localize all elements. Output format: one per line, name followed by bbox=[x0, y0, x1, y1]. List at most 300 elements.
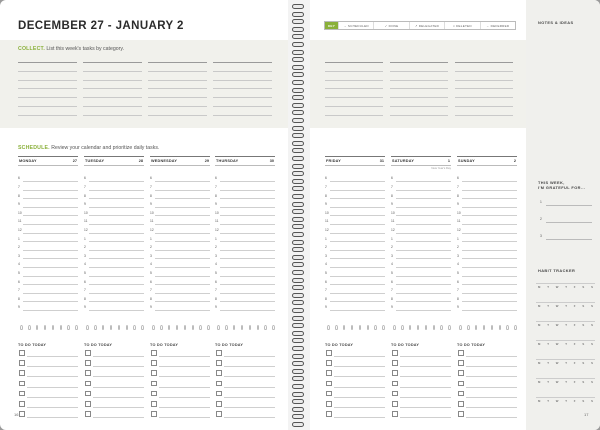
habit-day-letter[interactable]: M bbox=[538, 342, 541, 346]
todo-item[interactable] bbox=[150, 368, 210, 378]
hour-label: 12 bbox=[18, 227, 22, 232]
todo-checkbox[interactable] bbox=[326, 381, 332, 387]
habit-day-letter[interactable]: F bbox=[573, 342, 576, 346]
todo-checkbox[interactable] bbox=[85, 370, 91, 376]
todo-checkbox[interactable] bbox=[85, 411, 91, 417]
todo-item[interactable] bbox=[391, 348, 451, 358]
habit-day-letter[interactable]: S bbox=[582, 342, 585, 346]
hour-label: 10 bbox=[457, 210, 461, 215]
todo-checkbox[interactable] bbox=[19, 370, 25, 376]
todo-checkbox[interactable] bbox=[151, 381, 157, 387]
hour-label: 7 bbox=[391, 184, 393, 189]
todo-checkbox[interactable] bbox=[216, 391, 222, 397]
spiral-ring bbox=[292, 399, 304, 404]
habit-day-letter[interactable]: T bbox=[565, 304, 567, 308]
hour-label: 1 bbox=[325, 236, 327, 241]
habit-day-letter[interactable]: W bbox=[555, 342, 559, 346]
todo-item[interactable] bbox=[84, 368, 144, 378]
todo-line bbox=[159, 356, 210, 357]
todo-item[interactable] bbox=[215, 389, 275, 399]
habit-day-letter[interactable]: S bbox=[582, 380, 585, 384]
hour-label: 7 bbox=[215, 288, 217, 293]
todo-item[interactable] bbox=[84, 389, 144, 399]
habit-day-letter[interactable]: T bbox=[565, 285, 567, 289]
hour-label: 8 bbox=[457, 193, 459, 198]
hour-label: 8 bbox=[215, 193, 217, 198]
todo-line bbox=[334, 356, 385, 357]
habit-line bbox=[536, 340, 595, 341]
hour-label: 8 bbox=[84, 296, 86, 301]
todo-line bbox=[400, 366, 451, 367]
hour-label: 9 bbox=[457, 202, 459, 207]
todo-checkbox[interactable] bbox=[151, 401, 157, 407]
todo-item[interactable] bbox=[18, 368, 78, 378]
todo-checkbox[interactable] bbox=[19, 401, 25, 407]
habit-day-letter[interactable]: W bbox=[555, 323, 559, 327]
todo-item[interactable] bbox=[84, 379, 144, 389]
todo-item[interactable] bbox=[150, 399, 210, 409]
todo-item[interactable] bbox=[150, 348, 210, 358]
habit-day-letter[interactable]: F bbox=[573, 285, 576, 289]
todo-checkbox[interactable] bbox=[458, 411, 464, 417]
spiral-ring bbox=[292, 232, 304, 237]
hour-label: 4 bbox=[391, 262, 393, 267]
todo-checkbox[interactable] bbox=[216, 350, 222, 356]
day-number: 28 bbox=[138, 159, 143, 163]
todo-item[interactable] bbox=[457, 368, 517, 378]
todo-checkbox[interactable] bbox=[151, 391, 157, 397]
habit-day-letter[interactable]: T bbox=[547, 304, 549, 308]
hour-label: 1 bbox=[457, 236, 459, 241]
todo-heading: TO DO TODAY bbox=[84, 343, 113, 347]
habit-day-letter[interactable]: T bbox=[547, 380, 549, 384]
habit-days bbox=[538, 304, 593, 308]
todo-item[interactable] bbox=[18, 348, 78, 358]
notes-title: NOTES & IDEAS bbox=[538, 20, 574, 25]
spiral-ring bbox=[292, 80, 304, 85]
habit-day-letter[interactable]: T bbox=[547, 342, 549, 346]
spiral-ring bbox=[292, 217, 304, 222]
hour-label: 2 bbox=[457, 245, 459, 250]
todo-line bbox=[224, 397, 275, 398]
todo-item[interactable] bbox=[391, 358, 451, 368]
spiral-ring bbox=[292, 42, 304, 47]
hour-label: 11 bbox=[391, 219, 395, 224]
habit-day-letter[interactable]: S bbox=[591, 399, 593, 403]
spiral-ring bbox=[292, 376, 304, 381]
hour-label: 8 bbox=[18, 193, 20, 198]
todo-line bbox=[466, 407, 517, 408]
hour-label: 5 bbox=[215, 270, 217, 275]
todo-line bbox=[159, 387, 210, 388]
hour-label: 6 bbox=[391, 176, 393, 181]
hour-label: 3 bbox=[84, 253, 86, 258]
todo-line bbox=[224, 417, 275, 418]
habit-day-letter[interactable]: S bbox=[582, 323, 585, 327]
todo-item[interactable] bbox=[84, 399, 144, 409]
todo-checkbox[interactable] bbox=[216, 401, 222, 407]
todo-line bbox=[27, 397, 78, 398]
todo-line bbox=[27, 407, 78, 408]
todo-item[interactable] bbox=[325, 368, 385, 378]
hour-label: 4 bbox=[150, 262, 152, 267]
key-item-done: ✓ DONE bbox=[373, 22, 408, 29]
key-label: KEY bbox=[325, 22, 338, 29]
todo-checkbox[interactable] bbox=[458, 401, 464, 407]
todo-item[interactable] bbox=[457, 389, 517, 399]
todo-checkbox[interactable] bbox=[458, 370, 464, 376]
todo-heading: TO DO TODAY bbox=[215, 343, 244, 347]
day-number: 27 bbox=[72, 159, 77, 163]
collect-instruction: List this week's tasks by category. bbox=[46, 46, 125, 52]
hour-label: 3 bbox=[18, 253, 20, 258]
hour-label: 9 bbox=[84, 202, 86, 207]
todo-checkbox[interactable] bbox=[326, 391, 332, 397]
hour-label: 6 bbox=[457, 279, 459, 284]
spiral-ring bbox=[292, 50, 304, 55]
hour-label: 9 bbox=[391, 202, 393, 207]
todo-line bbox=[93, 387, 144, 388]
todo-line bbox=[400, 417, 451, 418]
todo-checkbox[interactable] bbox=[19, 381, 25, 387]
hour-label: 7 bbox=[18, 184, 20, 189]
todo-line bbox=[159, 366, 210, 367]
habit-line bbox=[536, 321, 595, 322]
todo-item[interactable] bbox=[18, 358, 78, 368]
todo-line bbox=[27, 376, 78, 377]
spiral-ring bbox=[292, 316, 304, 321]
habit-day-letter[interactable]: S bbox=[582, 285, 585, 289]
todo-item[interactable] bbox=[391, 368, 451, 378]
todo-line bbox=[27, 387, 78, 388]
spiral-ring bbox=[292, 361, 304, 366]
todo-item[interactable] bbox=[18, 379, 78, 389]
habit-day-letter[interactable]: F bbox=[573, 304, 576, 308]
hour-label: 9 bbox=[215, 305, 217, 310]
spiral-ring bbox=[292, 331, 304, 336]
todo-item[interactable] bbox=[325, 379, 385, 389]
spiral-ring bbox=[292, 278, 304, 283]
todo-checkbox[interactable] bbox=[392, 370, 398, 376]
todo-checkbox[interactable] bbox=[326, 401, 332, 407]
todo-item[interactable] bbox=[18, 389, 78, 399]
schedule-label: SCHEDULE. bbox=[18, 145, 50, 151]
todo-checkbox[interactable] bbox=[85, 401, 91, 407]
habit-day-letter[interactable]: T bbox=[565, 380, 567, 384]
todo-checkbox[interactable] bbox=[151, 411, 157, 417]
habit-day-letter[interactable]: F bbox=[573, 399, 576, 403]
todo-list bbox=[325, 0, 385, 430]
hour-label: 6 bbox=[150, 176, 152, 181]
todo-item[interactable] bbox=[325, 409, 385, 419]
habit-row bbox=[536, 304, 595, 311]
spiral-ring bbox=[292, 323, 304, 328]
todo-checkbox[interactable] bbox=[85, 350, 91, 356]
spiral-ring bbox=[292, 12, 304, 17]
todo-checkbox[interactable] bbox=[326, 350, 332, 356]
todo-checkbox[interactable] bbox=[392, 381, 398, 387]
spiral-ring bbox=[292, 308, 304, 313]
habit-day-letter[interactable]: S bbox=[582, 361, 585, 365]
todo-line bbox=[93, 397, 144, 398]
spiral-binding bbox=[288, 0, 310, 430]
todo-item[interactable] bbox=[84, 358, 144, 368]
todo-checkbox[interactable] bbox=[85, 360, 91, 366]
hour-label: 6 bbox=[391, 279, 393, 284]
spiral-ring bbox=[292, 300, 304, 305]
hour-label: 2 bbox=[391, 245, 393, 250]
hour-label: 8 bbox=[391, 193, 393, 198]
todo-line bbox=[27, 356, 78, 357]
hour-label: 3 bbox=[215, 253, 217, 258]
todo-list bbox=[457, 0, 517, 430]
spiral-ring bbox=[292, 346, 304, 351]
habit-row bbox=[536, 361, 595, 368]
todo-checkbox[interactable] bbox=[19, 360, 25, 366]
todo-line bbox=[400, 397, 451, 398]
habit-day-letter[interactable]: T bbox=[547, 285, 549, 289]
habit-day-letter[interactable]: T bbox=[565, 399, 567, 403]
todo-item[interactable] bbox=[150, 379, 210, 389]
todo-checkbox[interactable] bbox=[458, 381, 464, 387]
todo-line bbox=[466, 417, 517, 418]
habit-day-letter[interactable]: S bbox=[591, 361, 593, 365]
hour-label: 5 bbox=[84, 270, 86, 275]
todo-list bbox=[150, 0, 210, 430]
todo-checkbox[interactable] bbox=[19, 350, 25, 356]
hour-label: 6 bbox=[325, 279, 327, 284]
hour-label: 1 bbox=[18, 236, 20, 241]
todo-item[interactable] bbox=[150, 409, 210, 419]
todo-checkbox[interactable] bbox=[151, 370, 157, 376]
todo-item[interactable] bbox=[325, 399, 385, 409]
spiral-ring bbox=[292, 133, 304, 138]
todo-checkbox[interactable] bbox=[85, 381, 91, 387]
todo-checkbox[interactable] bbox=[85, 391, 91, 397]
todo-checkbox[interactable] bbox=[392, 411, 398, 417]
habit-days bbox=[538, 361, 593, 365]
habit-day-letter[interactable]: T bbox=[547, 323, 549, 327]
hour-label: 6 bbox=[215, 279, 217, 284]
habit-day-letter[interactable]: S bbox=[591, 285, 593, 289]
hour-label: 9 bbox=[18, 305, 20, 310]
day-number: 2 bbox=[513, 159, 516, 163]
hour-label: 7 bbox=[150, 184, 152, 189]
hour-label: 7 bbox=[391, 288, 393, 293]
habit-day-letter[interactable]: S bbox=[591, 380, 593, 384]
todo-item[interactable] bbox=[457, 348, 517, 358]
todo-list bbox=[391, 0, 451, 430]
hour-label: 5 bbox=[150, 270, 152, 275]
habit-day-letter[interactable]: T bbox=[547, 361, 549, 365]
todo-item[interactable] bbox=[215, 348, 275, 358]
todo-item[interactable] bbox=[18, 409, 78, 419]
spiral-ring bbox=[292, 186, 304, 191]
todo-line bbox=[224, 366, 275, 367]
todo-item[interactable] bbox=[150, 358, 210, 368]
todo-item[interactable] bbox=[457, 409, 517, 419]
todo-item[interactable] bbox=[84, 409, 144, 419]
todo-item[interactable] bbox=[391, 379, 451, 389]
todo-item[interactable] bbox=[325, 348, 385, 358]
hour-label: 6 bbox=[84, 279, 86, 284]
hour-label: 9 bbox=[325, 305, 327, 310]
spiral-ring bbox=[292, 110, 304, 115]
todo-list bbox=[18, 0, 78, 430]
hour-label: 6 bbox=[84, 176, 86, 181]
habit-row bbox=[536, 399, 595, 406]
spiral-ring bbox=[292, 72, 304, 77]
habit-day-letter[interactable]: W bbox=[555, 399, 559, 403]
todo-item[interactable] bbox=[391, 409, 451, 419]
hour-label: 9 bbox=[18, 202, 20, 207]
habit-day-letter[interactable]: M bbox=[538, 399, 541, 403]
spiral-ring bbox=[292, 141, 304, 146]
todo-checkbox[interactable] bbox=[458, 350, 464, 356]
habit-day-letter[interactable]: W bbox=[555, 304, 559, 308]
hour-label: 8 bbox=[150, 296, 152, 301]
spiral-ring bbox=[292, 179, 304, 184]
habit-row bbox=[536, 342, 595, 349]
spiral-ring bbox=[292, 414, 304, 419]
habit-row bbox=[536, 380, 595, 387]
hour-label: 11 bbox=[325, 219, 329, 224]
todo-line bbox=[466, 397, 517, 398]
holiday-note: New Year's Day bbox=[431, 166, 451, 170]
todo-checkbox[interactable] bbox=[326, 370, 332, 376]
hour-label: 7 bbox=[18, 288, 20, 293]
spiral-ring bbox=[292, 240, 304, 245]
habit-day-letter[interactable]: M bbox=[538, 323, 541, 327]
todo-checkbox[interactable] bbox=[216, 370, 222, 376]
todo-checkbox[interactable] bbox=[392, 360, 398, 366]
hour-label: 4 bbox=[457, 262, 459, 267]
todo-item[interactable] bbox=[215, 368, 275, 378]
hour-label: 7 bbox=[325, 288, 327, 293]
todo-checkbox[interactable] bbox=[392, 401, 398, 407]
todo-item[interactable] bbox=[457, 379, 517, 389]
todo-checkbox[interactable] bbox=[151, 350, 157, 356]
todo-checkbox[interactable] bbox=[392, 350, 398, 356]
todo-item[interactable] bbox=[150, 389, 210, 399]
spiral-ring bbox=[292, 209, 304, 214]
habit-day-letter[interactable]: W bbox=[555, 380, 559, 384]
habit-day-letter[interactable]: S bbox=[591, 323, 593, 327]
habit-day-letter[interactable]: S bbox=[591, 342, 593, 346]
hour-label: 10 bbox=[391, 210, 395, 215]
collect-label: COLLECT. bbox=[18, 46, 45, 52]
habit-line bbox=[536, 283, 595, 284]
habit-day-letter[interactable]: M bbox=[538, 285, 541, 289]
todo-line bbox=[93, 417, 144, 418]
habit-day-letter[interactable]: T bbox=[565, 342, 567, 346]
habit-day-letter[interactable]: M bbox=[538, 361, 541, 365]
todo-item[interactable] bbox=[84, 348, 144, 358]
spiral-ring bbox=[292, 126, 304, 131]
todo-checkbox[interactable] bbox=[458, 391, 464, 397]
habit-day-letter[interactable]: T bbox=[547, 399, 549, 403]
todo-checkbox[interactable] bbox=[216, 360, 222, 366]
key-item-deleted: × DELETED bbox=[444, 22, 479, 29]
key-item-deferred: ← DEFERRED bbox=[480, 22, 515, 29]
habit-day-letter[interactable]: F bbox=[573, 380, 576, 384]
notes-sidebar bbox=[526, 0, 600, 430]
page-number-left: 16 bbox=[14, 412, 19, 417]
todo-checkbox[interactable] bbox=[151, 360, 157, 366]
todo-item[interactable] bbox=[391, 399, 451, 409]
habit-day-letter[interactable]: S bbox=[582, 399, 585, 403]
habit-day-letter[interactable]: M bbox=[538, 380, 541, 384]
key-item-delegated: ↗ DELEGATED bbox=[409, 22, 444, 29]
todo-item[interactable] bbox=[18, 399, 78, 409]
habit-day-letter[interactable]: W bbox=[555, 285, 559, 289]
spiral-ring bbox=[292, 57, 304, 62]
hour-label: 6 bbox=[457, 176, 459, 181]
todo-line bbox=[159, 376, 210, 377]
spiral-ring bbox=[292, 262, 304, 267]
habit-days bbox=[538, 285, 593, 289]
todo-line bbox=[334, 366, 385, 367]
hour-label: 8 bbox=[325, 296, 327, 301]
habit-line bbox=[536, 359, 595, 360]
todo-line bbox=[466, 387, 517, 388]
todo-item[interactable] bbox=[215, 358, 275, 368]
todo-checkbox[interactable] bbox=[326, 360, 332, 366]
habit-day-letter[interactable]: S bbox=[582, 304, 585, 308]
todo-item[interactable] bbox=[391, 389, 451, 399]
hour-label: 2 bbox=[18, 245, 20, 250]
todo-line bbox=[400, 407, 451, 408]
todo-checkbox[interactable] bbox=[326, 411, 332, 417]
habit-day-letter[interactable]: S bbox=[591, 304, 593, 308]
spiral-ring bbox=[292, 4, 304, 9]
grateful-title-line-2: I'M GRATEFUL FOR... bbox=[538, 185, 586, 191]
todo-item[interactable] bbox=[325, 358, 385, 368]
todo-checkbox[interactable] bbox=[19, 391, 25, 397]
todo-item[interactable] bbox=[215, 379, 275, 389]
day-number: 30 bbox=[269, 159, 274, 163]
todo-item[interactable] bbox=[457, 358, 517, 368]
hour-label: 8 bbox=[150, 193, 152, 198]
todo-checkbox[interactable] bbox=[216, 411, 222, 417]
spiral-ring bbox=[292, 164, 304, 169]
hour-label: 5 bbox=[391, 270, 393, 275]
hour-label: 7 bbox=[325, 184, 327, 189]
todo-list bbox=[215, 0, 275, 430]
day-name: TUESDAY bbox=[85, 159, 105, 163]
todo-checkbox[interactable] bbox=[19, 411, 25, 417]
todo-item[interactable] bbox=[215, 399, 275, 409]
habit-day-letter[interactable]: T bbox=[565, 323, 567, 327]
habit-day-letter[interactable]: T bbox=[565, 361, 567, 365]
habit-day-letter[interactable]: F bbox=[573, 361, 576, 365]
habit-day-letter[interactable]: W bbox=[555, 361, 559, 365]
todo-item[interactable] bbox=[457, 399, 517, 409]
hour-label: 8 bbox=[18, 296, 20, 301]
todo-item[interactable] bbox=[325, 389, 385, 399]
key-item-scheduled: → SCHEDULED bbox=[338, 22, 373, 29]
todo-line bbox=[93, 407, 144, 408]
todo-line bbox=[466, 356, 517, 357]
hour-label: 8 bbox=[457, 296, 459, 301]
todo-item[interactable] bbox=[215, 409, 275, 419]
todo-checkbox[interactable] bbox=[216, 381, 222, 387]
hour-label: 3 bbox=[150, 253, 152, 258]
habit-day-letter[interactable]: M bbox=[538, 304, 541, 308]
habit-day-letter[interactable]: F bbox=[573, 323, 576, 327]
todo-checkbox[interactable] bbox=[458, 360, 464, 366]
todo-checkbox[interactable] bbox=[392, 391, 398, 397]
